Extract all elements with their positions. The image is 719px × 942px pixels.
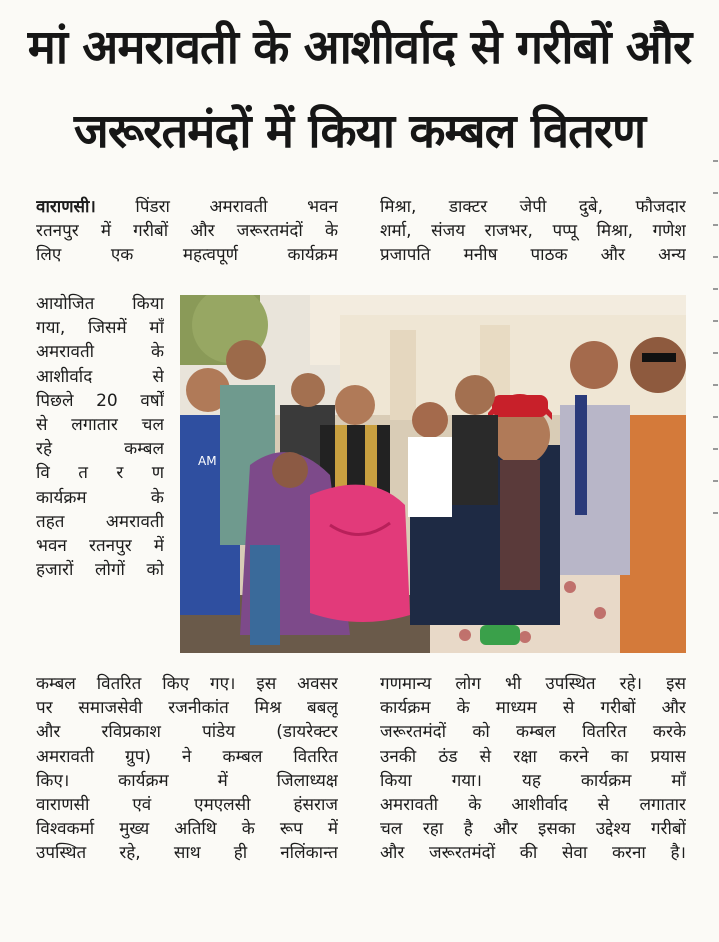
dateline: वाराणसी।	[36, 197, 96, 217]
article-line: और जरूरतमंदों की सेवा करना है।	[380, 843, 686, 864]
article-line: उपस्थित रहे, साथ ही नलिंकान्त	[36, 843, 338, 864]
article-line: हजारों लोगों को	[36, 560, 164, 581]
article-line: वि त र ण	[36, 463, 164, 484]
article-line: से लगातार चल	[36, 414, 164, 435]
article-line: गणमान्य लोग भी उपस्थित रहे। इस	[380, 674, 686, 694]
article-line: आयोजित किया	[36, 294, 164, 314]
page-edge-marks	[709, 130, 719, 930]
article-line: कम्बल वितरित किए गए। इस अवसर	[36, 674, 338, 694]
article-line: चल रहा है और इसका उद्देश्य गरीबों	[380, 819, 686, 840]
article-line: शर्मा, संजय राजभर, पप्पू मिश्रा, गणेश	[380, 221, 686, 242]
article-line: उनकी ठंड से रक्षा करने का प्रयास	[380, 746, 686, 767]
photo-illustration	[180, 295, 686, 653]
news-photo-blanket-distribution	[180, 295, 686, 653]
article-left-top	[36, 195, 338, 268]
article-line: अमरावती ग्रुप) ने कम्बल वितरित	[36, 746, 338, 767]
article-right-top	[380, 195, 686, 268]
headline-line-1: मां अमरावती के आशीर्वाद से गरीबों और	[27, 20, 692, 75]
article-line: कार्यक्रम के माध्यम से गरीबों और	[380, 698, 686, 719]
article-line: किए। कार्यक्रम में जिलाध्यक्ष	[36, 770, 338, 791]
article-line: वाराणसी एवं एमएलसी हंसराज	[36, 794, 338, 815]
article-line: अमरावती के आशीर्वाद से लगातार	[380, 794, 686, 815]
article-line: रतनपुर में गरीबों और जरूरतमंदों के	[36, 221, 338, 242]
article-line: प्रजापति मनीष पाठक और अन्य	[380, 245, 686, 266]
pink-blanket	[310, 485, 410, 622]
article-left-bottom	[36, 672, 338, 866]
article-line: किया गया। यह कार्यक्रम माँ	[380, 770, 686, 791]
article-line: रहे कम्बल	[36, 439, 164, 460]
article-line	[36, 195, 338, 219]
article-line: गया, जिसमें माँ	[36, 318, 164, 339]
article-line: तहत अमरावती	[36, 511, 164, 532]
article-left-narrow	[36, 292, 164, 582]
article-line: लिए एक महत्वपूर्ण कार्यक्रम	[36, 245, 338, 266]
article-line: मिश्रा, डाक्टर जेपी दुबे, फौजदार	[380, 197, 686, 217]
article-line: पर समाजसेवी रजनीकांत मिश्र बबलू	[36, 698, 338, 719]
article-line: और रविप्रकाश पांडेय (डायरेक्टर	[36, 722, 338, 743]
article-line: विश्वकर्मा मुख्य अतिथि के रूप में	[36, 819, 338, 840]
article-line: पिछले 20 वर्षों	[36, 390, 164, 411]
jacket-print-text: AM	[198, 454, 217, 468]
article-line: भवन रतनपुर में	[36, 535, 164, 556]
article-text: पिंडरा अमरावती भवन	[95, 197, 338, 217]
article-line: अमरावती के	[36, 342, 164, 363]
article-right-bottom	[380, 672, 686, 866]
article-line: कार्यक्रम के	[36, 487, 164, 508]
article-line: आशीर्वाद से	[36, 366, 164, 387]
article-line: जरूरतमंदों को कम्बल वितरित करके	[380, 722, 686, 743]
headline-line-2: जरूरतमंदों में किया कम्बल वितरण	[73, 104, 646, 159]
